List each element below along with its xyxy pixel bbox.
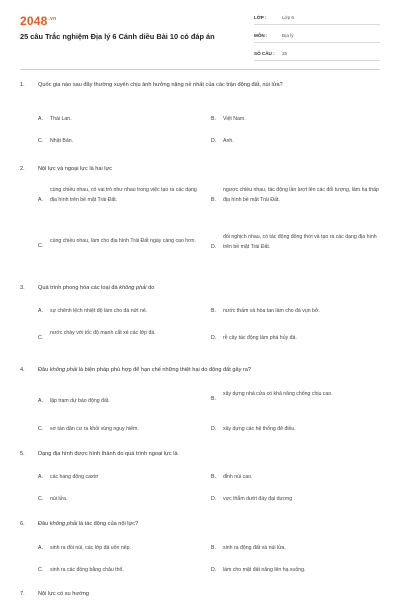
option-text: Việt Nam. [223, 116, 246, 122]
stem-emphasis: không phải [49, 367, 78, 373]
option-text: đỉnh núi cao. [223, 474, 253, 480]
logo-domain: .vn [48, 16, 57, 22]
option-text: xây dựng các hệ thống đê điều. [223, 426, 296, 432]
meta-label: MÔN : [254, 33, 268, 38]
meta-row-count [254, 47, 380, 61]
site-logo[interactable] [20, 14, 56, 28]
question-stem [20, 80, 380, 91]
stem-emphasis: không phải [49, 521, 78, 527]
option-letter: A. [38, 308, 43, 314]
option-letter: D. [211, 567, 217, 573]
stem-part: Quá trình phong hóa các loại đá [38, 285, 120, 291]
option-letter: C. [38, 426, 44, 432]
question-stem [20, 283, 380, 294]
option-d[interactable] [211, 424, 381, 434]
meta-label: SỐ CÂU : [254, 51, 275, 56]
option-b[interactable] [211, 389, 381, 404]
option-text: nước chảy với tốc độ mạnh cắt xẻ các lớp đá. [50, 330, 156, 336]
option-letter: B. [211, 308, 216, 314]
question-text [38, 283, 378, 294]
option-letter: C. [38, 335, 44, 341]
option-b[interactable] [211, 185, 381, 205]
question-text: Nội lực và ngoại lực là hai lực [38, 166, 113, 172]
option-text: Nhật Bản. [50, 138, 74, 144]
option-text: đối nghịch nhau, có tác động đồng thời và tạo ra các dạng địa hình trên bề mặt Trái Đất. [223, 234, 377, 250]
option-text: cùng chiều nhau, có vai trò như nhau trong việc tạo ra các dạng địa hình trên bề mặt Trái Đất. [50, 187, 197, 203]
option-letter: C. [38, 243, 44, 249]
option-c[interactable] [38, 136, 198, 146]
question-number: 1. [20, 82, 25, 88]
meta-table [254, 11, 380, 65]
option-text: Anh. [223, 138, 234, 144]
option-text: sự chênh lệch nhiệt độ làm cho đá nứt nẻ. [50, 308, 148, 314]
meta-label: LỚP : [254, 15, 267, 20]
option-letter: B. [211, 116, 216, 122]
question-text: Dạng địa hình được hình thành do quá trình ngoại lực là [38, 451, 178, 457]
question-stem [20, 589, 380, 600]
option-a[interactable] [38, 185, 198, 205]
question-number: 2. [20, 166, 25, 172]
option-c[interactable] [38, 565, 198, 575]
question-number: 4. [20, 367, 25, 373]
question-stem [20, 365, 380, 376]
option-text: ngược chiều nhau, tác động lần lượt lên các đối tượng, làm hạ thấp địa hình bề mặt Trái Đất. [223, 187, 379, 203]
meta-value: Địa lý [282, 33, 294, 38]
option-b[interactable] [211, 114, 381, 124]
stem-part: do [146, 285, 155, 291]
meta-row-subject [254, 29, 380, 43]
option-text: lập trạm dự báo động đất. [50, 398, 110, 404]
question-number: 3. [20, 285, 25, 291]
option-text: cùng chiều nhau, làm cho địa hình Trái Đất ngày càng cao hơn. [50, 238, 196, 244]
option-letter: B. [211, 197, 216, 203]
option-letter: B. [211, 396, 216, 402]
stem-part: Đâu [38, 521, 50, 527]
option-b[interactable] [211, 543, 381, 553]
option-text: các hang động caxtơ [50, 474, 99, 480]
option-letter: C. [38, 138, 44, 144]
option-a[interactable] [38, 543, 198, 553]
header-divider [20, 69, 380, 70]
question-number: 5. [20, 451, 25, 457]
option-letter: A. [38, 116, 43, 122]
option-text: núi lửa. [50, 496, 68, 502]
option-b[interactable] [211, 306, 381, 316]
option-text: làm cho mặt đất nâng lên hạ xuống. [223, 567, 306, 573]
stem-part: là tác động của nội lực? [77, 521, 139, 527]
question-stem [20, 449, 380, 460]
option-letter: D. [211, 335, 217, 341]
option-d[interactable] [211, 494, 381, 504]
question-text [38, 365, 378, 376]
option-d[interactable] [211, 333, 381, 343]
option-d[interactable] [211, 565, 381, 575]
question-text: Nội lực có xu hướng [38, 591, 89, 597]
meta-value: Lớp 6 [282, 15, 294, 20]
option-c[interactable] [38, 328, 198, 343]
option-text: sinh ra động đất và núi lửa. [223, 545, 286, 551]
option-letter: C. [38, 567, 44, 573]
option-letter: D. [211, 496, 217, 502]
option-letter: B. [211, 545, 216, 551]
question-text: Quốc gia nào sau đây thường xuyên chịu ảnh hưởng nặng nề nhất của các trận động đất, núi lửa? [38, 82, 283, 88]
stem-part: là biện pháp phù hợp để hạn chế những thiệt hại do động đất gây ra? [77, 367, 252, 373]
option-letter: A. [38, 398, 43, 404]
option-c[interactable] [38, 424, 198, 434]
header [0, 0, 400, 70]
question-stem [20, 519, 380, 530]
option-letter: D. [211, 426, 217, 432]
option-letter: A. [38, 197, 43, 203]
question-stem [20, 164, 380, 175]
stem-emphasis: không phải [119, 285, 147, 291]
option-text: xây dựng nhà cửa có khả năng chống chịu cao. [223, 391, 333, 397]
option-letter: D. [211, 244, 217, 250]
option-letter: C. [38, 496, 44, 502]
option-a[interactable] [38, 472, 198, 482]
option-letter: D. [211, 138, 217, 144]
option-text: nước thấm và hòa tan làm cho đá vụn bở. [223, 308, 320, 314]
stem-part: Đâu [38, 367, 50, 373]
page-title: 25 câu Trắc nghiệm Địa lý 6 Cánh diều Bài 10 có đáp án [20, 32, 215, 41]
option-a[interactable] [38, 396, 198, 406]
question-number: 7. [20, 591, 25, 597]
option-text: sinh ra các đồng bằng châu thổ. [50, 567, 124, 573]
meta-value: 25 [282, 51, 288, 56]
option-b[interactable] [211, 472, 381, 482]
question-text [38, 519, 378, 530]
meta-row-class [254, 11, 380, 25]
option-letter: B. [211, 474, 216, 480]
option-a[interactable] [38, 306, 198, 316]
option-text: Thái Lan. [50, 116, 72, 122]
option-a[interactable] [38, 114, 198, 124]
option-letter: A. [38, 545, 43, 551]
option-text: sinh ra đồi núi, các lớp đá uốn nếp. [50, 545, 131, 551]
option-c[interactable] [38, 494, 198, 504]
option-letter: A. [38, 474, 43, 480]
option-text: vực thẳm dưới đáy đại dương [223, 496, 293, 502]
option-text: sơ tán dân cư ra khỏi vùng nguy hiểm. [50, 426, 139, 432]
option-text: rễ cây tác động làm phá hủy đá. [223, 335, 297, 341]
logo-text: 2048 [20, 14, 48, 28]
option-c[interactable] [38, 236, 198, 251]
option-d[interactable] [211, 136, 381, 146]
option-d[interactable] [211, 232, 381, 252]
question-number: 6. [20, 521, 25, 527]
